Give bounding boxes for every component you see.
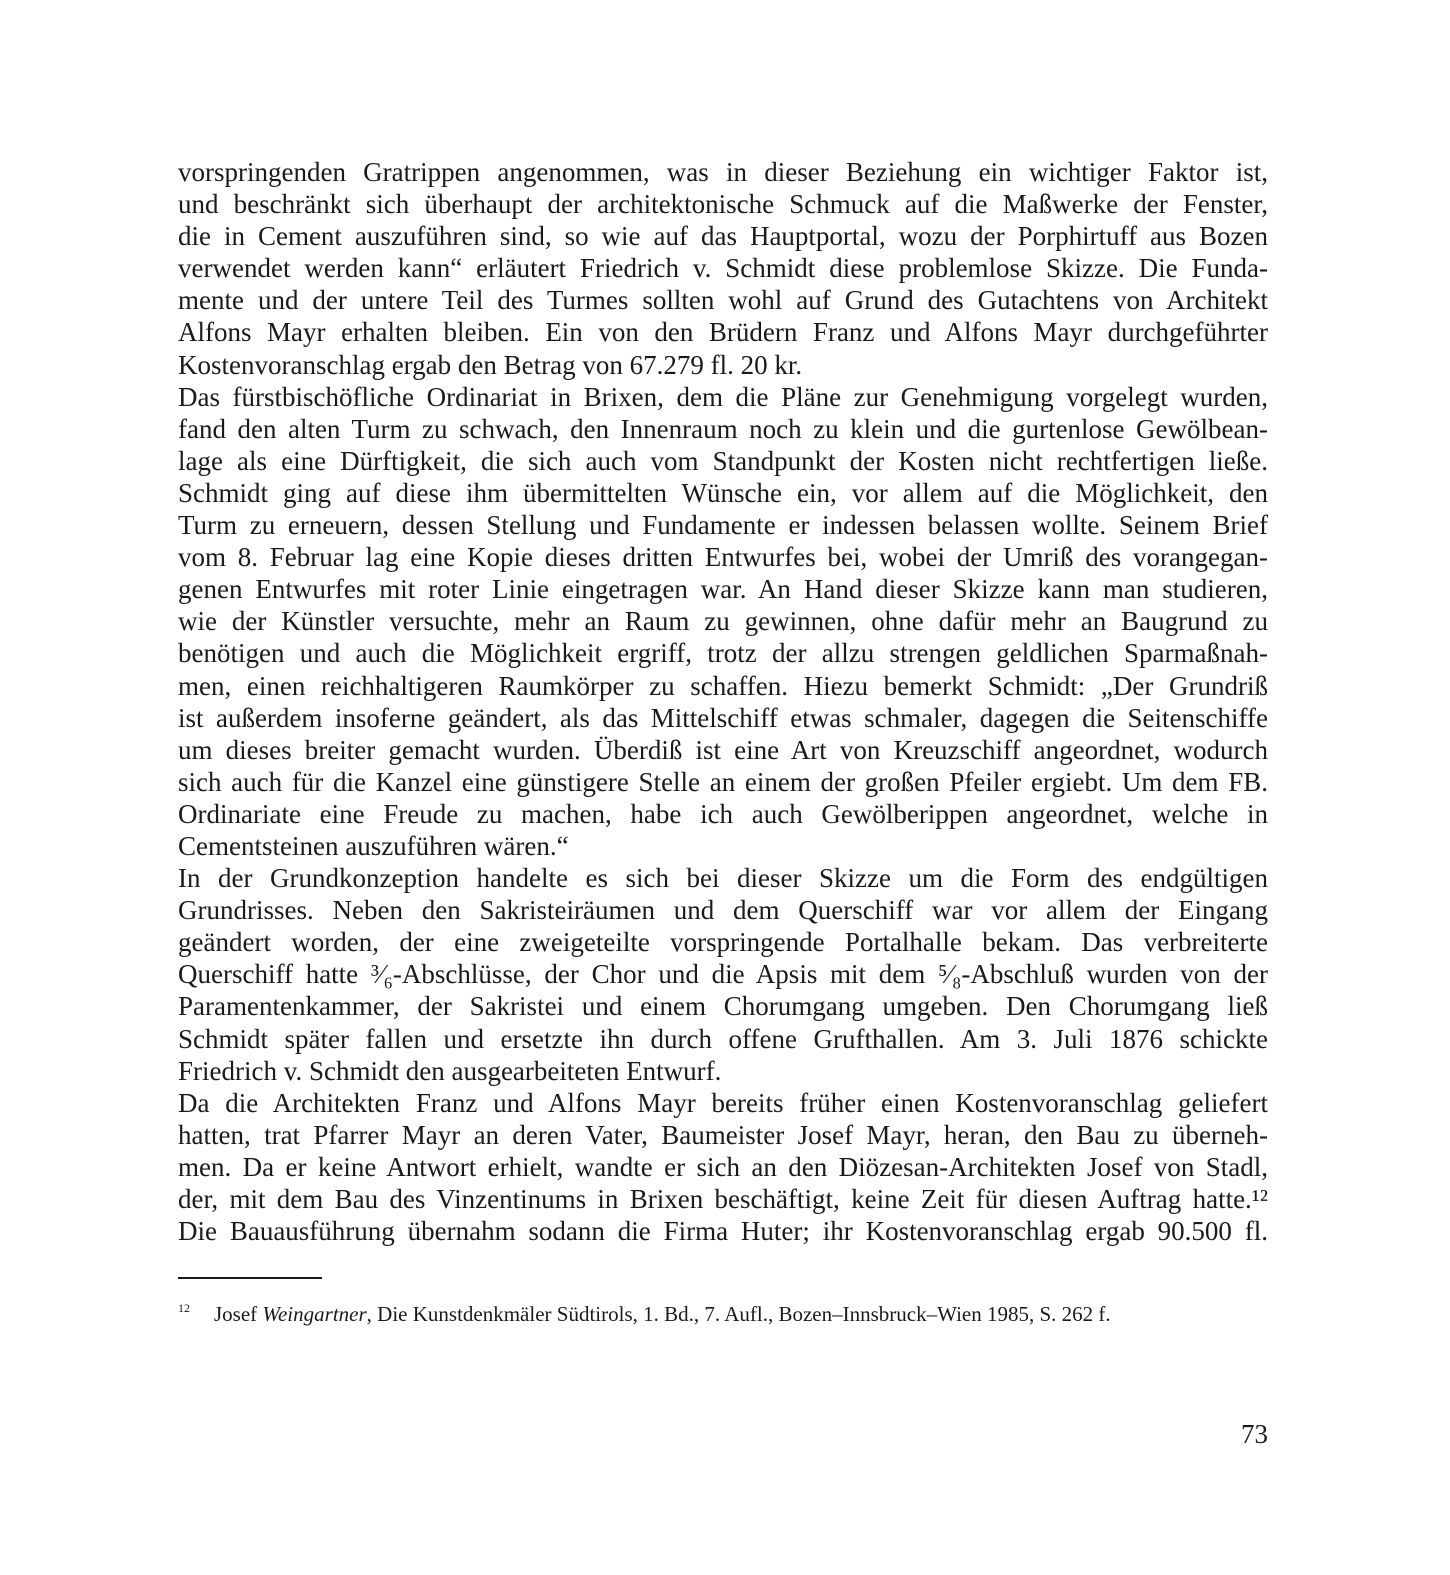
text-line: die in Cement auszuführen sind, so wie auf das Hauptportal, wozu der Porphirtuff aus Bozen xyxy=(178,221,1268,252)
text-line: Alfons Mayr erhalten bleiben. Ein von den Brüdern Franz und Alfons Mayr durchgeführter xyxy=(178,317,1268,348)
text-line: wie der Künstler versuchte, mehr an Raum zu gewinnen, ohne dafür mehr an Baugrund zu xyxy=(178,606,1268,637)
text-line: Ordinariate eine Freude zu machen, habe ich auch Gewölberippen angeordnet, welche in xyxy=(178,798,1268,829)
footnote-text-pre: Josef xyxy=(214,1302,263,1326)
text-line: Schmidt ging auf diese ihm übermittelten Wünsche ein, vor allem auf die Möglichkeit, den xyxy=(178,477,1268,508)
text-line: benötigen und auch die Möglichkeit ergriff, trotz der allzu strengen geldlichen Sparmaßnah- xyxy=(178,638,1268,669)
text-line: hatten, trat Pfarrer Mayr an deren Vater, Baumeister Josef Mayr, heran, den Bau zu überneh- xyxy=(178,1119,1268,1150)
text-line: Friedrich v. Schmidt den ausgearbeiteten Entwurf. xyxy=(178,1055,722,1086)
text-line: fand den alten Turm zu schwach, den Innenraum noch zu klein und die gurtenlose Gewölbean- xyxy=(178,413,1268,444)
footnote-mark: 12 xyxy=(178,1301,190,1315)
footnote-author: Weingartner xyxy=(262,1302,367,1326)
text-line: Cementsteinen auszuführen wären.“ xyxy=(178,830,569,861)
text-line: men. Da er keine Antwort erhielt, wandte er sich an den Diözesan-Architekten Josef von Stadl, xyxy=(178,1151,1268,1182)
text-line: Querschiff hatte ³⁄₆-Abschlüsse, der Chor und die Apsis mit dem ⁵⁄₈-Abschluß wurden von der xyxy=(178,959,1268,990)
text-line: lage als eine Dürftigkeit, die sich auch vom Standpunkt der Kosten nicht rechtfertigen ließe. xyxy=(178,445,1268,476)
text-line: Das fürstbischöfliche Ordinariat in Brixen, dem die Pläne zur Genehmigung vorgelegt wurden, xyxy=(178,381,1268,412)
text-line: Die Bauausführung übernahm sodann die Firma Huter; ihr Kostenvoranschlag ergab 90.500 fl. xyxy=(178,1216,1268,1247)
text-line: vorspringenden Gratrippen angenommen, was in dieser Beziehung ein wichtiger Faktor ist, xyxy=(178,157,1268,187)
text-line: mente und der untere Teil des Turmes sollten wohl auf Grund des Gutachtens von Architekt xyxy=(178,285,1268,316)
text-line: der, mit dem Bau des Vinzentinums in Brixen beschäftigt, keine Zeit für diesen Auftrag hatte.¹² xyxy=(178,1184,1268,1214)
text-line: Turm zu erneuern, dessen Stellung und Fundamente er indessen belassen wollte. Seinem Brief xyxy=(178,510,1268,541)
text-line: Schmidt später fallen und ersetzte ihn durch offene Grufthallen. Am 3. Juli 1876 schickte xyxy=(178,1023,1268,1054)
text-line: Kostenvoranschlag ergab den Betrag von 67.279 fl. 20 kr. xyxy=(178,349,803,380)
body-text xyxy=(178,156,1268,1247)
text-line: In der Grundkonzeption handelte es sich bei dieser Skizze um die Form des endgültigen xyxy=(178,863,1268,894)
text-line: Da die Architekten Franz und Alfons Mayr bereits früher einen Kostenvoranschlag geliefert xyxy=(178,1087,1268,1118)
text-line: verwendet werden kann“ erläutert Friedrich v. Schmidt diese problemlose Skizze. Die Funda- xyxy=(178,253,1268,284)
text-line: men, einen reichhaltigeren Raumkörper zu schaffen. Hiezu bemerkt Schmidt: „Der Grundriß xyxy=(178,670,1268,701)
text-line: genen Entwurfes mit roter Linie eingetragen war. An Hand dieser Skizze kann man studieren, xyxy=(178,574,1268,605)
text-line: sich auch für die Kanzel eine günstigere Stelle an einem der großen Pfeiler ergiebt. Um dem FB. xyxy=(178,766,1268,797)
text-line: und beschränkt sich überhaupt der architektonische Schmuck auf die Maßwerke der Fenster, xyxy=(178,189,1268,220)
text-line: um dieses breiter gemacht wurden. Überdiß ist eine Art von Kreuzschiff angeordnet, wodurch xyxy=(178,734,1268,765)
footnote-text-post: , Die Kunstdenkmäler Südtirols, 1. Bd., 7. Aufl., Bozen–Innsbruck–Wien 1985, S. 262 f. xyxy=(366,1302,1111,1326)
footnote xyxy=(178,1295,1268,1327)
text-line: geändert worden, der eine zweigeteilte vorspringende Portalhalle bekam. Das verbreiterte xyxy=(178,927,1268,958)
footnote-divider xyxy=(178,1277,322,1279)
text-line: ist außerdem insoferne geändert, als das Mittelschiff etwas schmaler, dagegen die Seitenschiffe xyxy=(178,702,1268,733)
text-line: Paramentenkammer, der Sakristei und einem Chorumgang umgeben. Den Chorumgang ließ xyxy=(178,991,1268,1022)
text-line: vom 8. Februar lag eine Kopie dieses dritten Entwurfes bei, wobei der Umriß des vorangegan- xyxy=(178,542,1268,573)
page-number: 73 xyxy=(1241,1419,1268,1449)
text-line: Grundrisses. Neben den Sakristeiräumen und dem Querschiff war vor allem der Eingang xyxy=(178,895,1268,926)
